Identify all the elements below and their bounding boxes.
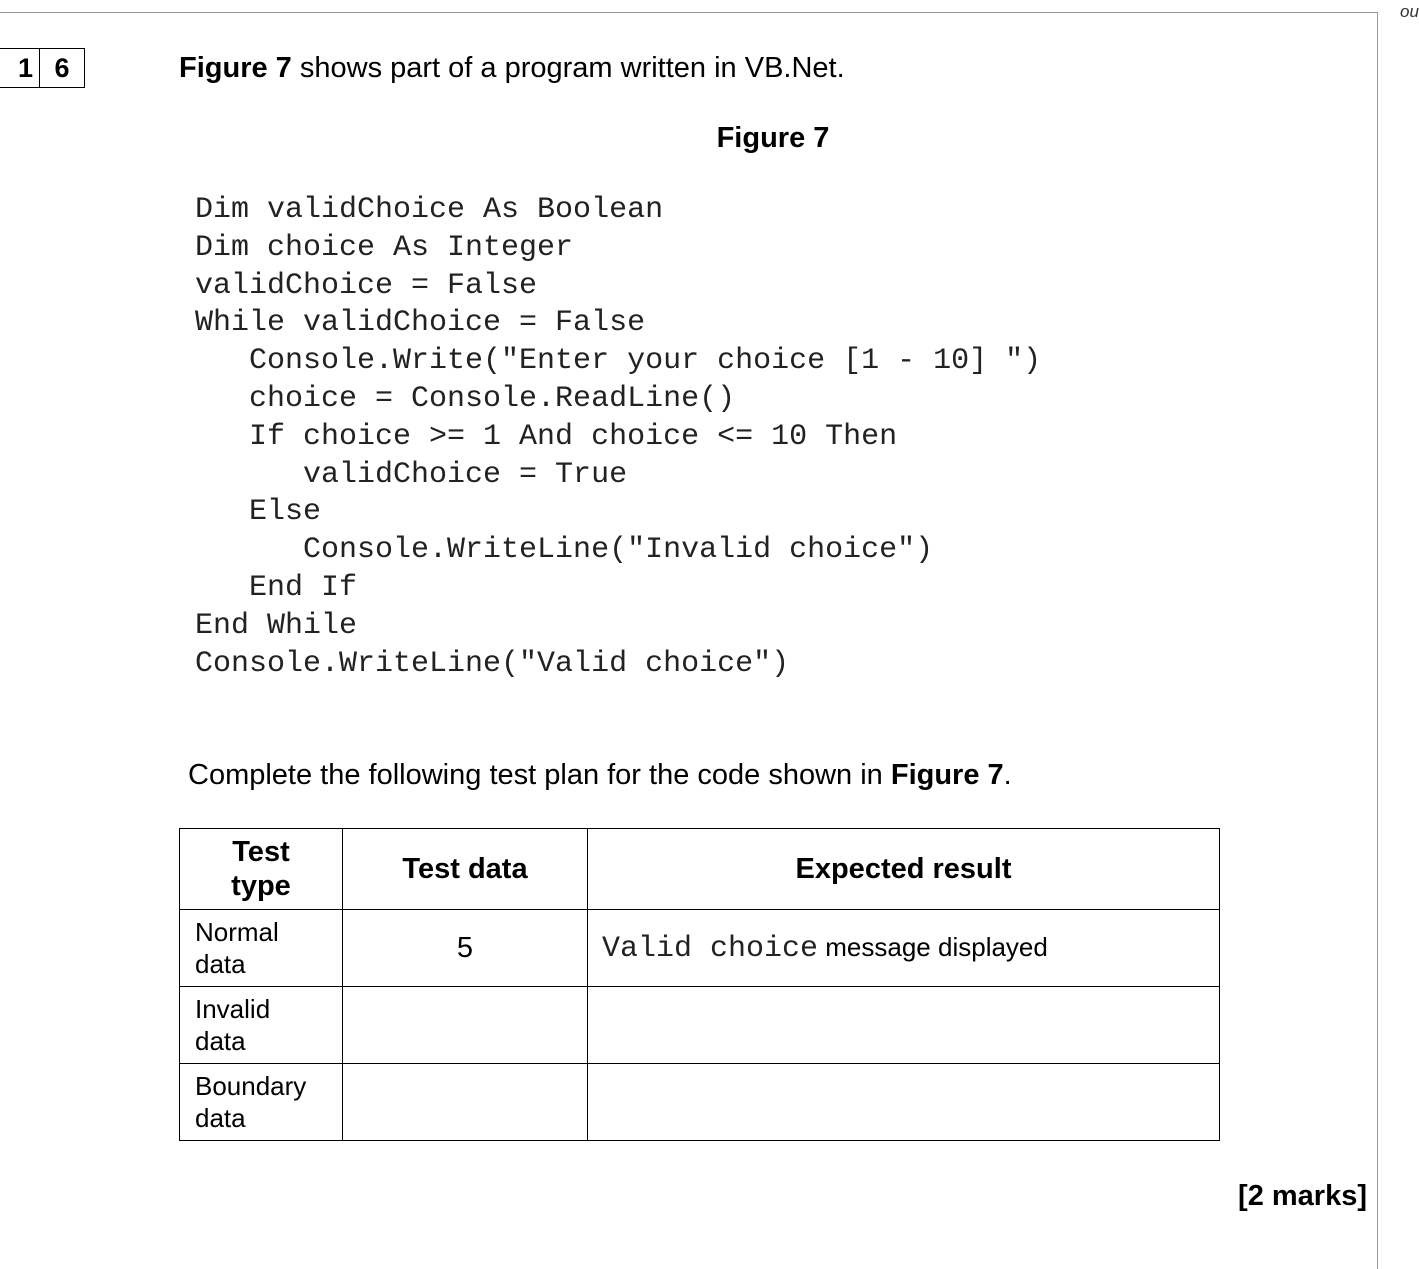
- question-number-box-2: 6: [39, 48, 85, 88]
- test-type-cell: [180, 1064, 343, 1141]
- figure-title: Figure 7: [716, 122, 830, 154]
- intro-text: shows part of a program written in VB.Net.: [291, 52, 845, 84]
- test-type-label: Invalid data: [195, 994, 271, 1056]
- header-test-type: [180, 829, 343, 910]
- margin-note: ou: [1400, 2, 1419, 21]
- test-type-label: Normal data: [195, 917, 279, 979]
- test-type-cell: [180, 910, 343, 987]
- expected-result-cell[interactable]: [588, 1064, 1220, 1141]
- question-intro: [179, 50, 845, 86]
- expected-result-cell[interactable]: [588, 987, 1220, 1064]
- expected-result-code: Valid choice: [602, 932, 819, 966]
- code-line: Console.WriteLine("Valid choice"): [195, 646, 790, 681]
- test-data-cell[interactable]: [343, 1064, 588, 1141]
- test-data-cell[interactable]: [343, 987, 588, 1064]
- expected-result-text: message displayed: [818, 932, 1048, 962]
- code-line: choice = Console.ReadLine(): [195, 381, 736, 416]
- instruction-text: Complete the following test plan for the code shown in: [188, 759, 891, 791]
- test-data-cell[interactable]: 5: [343, 910, 588, 987]
- code-line: End If: [195, 570, 358, 605]
- test-plan-instruction: [188, 757, 1012, 793]
- instruction-period: .: [1003, 759, 1012, 791]
- question-number: [0, 48, 85, 88]
- code-listing: [195, 192, 1041, 683]
- header-expected-result: Expected result: [588, 829, 1220, 910]
- code-line: If choice >= 1 And choice <= 10 Then: [195, 419, 898, 454]
- code-line: validChoice = True: [195, 457, 628, 492]
- header-test-data: Test data: [343, 829, 588, 910]
- table-header-row: [180, 829, 1220, 910]
- table-row: [180, 1064, 1220, 1141]
- header-test-type-label: Test type: [231, 836, 291, 902]
- test-type-cell: [180, 987, 343, 1064]
- table-row: [180, 910, 1220, 987]
- code-line: Dim choice As Integer: [195, 230, 574, 265]
- code-line: Console.Write("Enter your choice [1 - 10] "): [195, 344, 1042, 379]
- code-line: End While: [195, 608, 358, 643]
- table-row: [180, 987, 1220, 1064]
- code-line: While validChoice = False: [195, 306, 646, 341]
- test-type-label: Boundary data: [195, 1071, 307, 1133]
- code-line: Else: [195, 495, 322, 530]
- marks-label: [2 marks]: [1238, 1180, 1367, 1212]
- intro-figure-ref: Figure 7: [179, 52, 292, 84]
- code-line: validChoice = False: [195, 268, 538, 303]
- page-top-rule: [0, 12, 1378, 13]
- page-right-margin-rule: [1377, 12, 1378, 1269]
- test-plan-table: [179, 828, 1220, 1141]
- question-number-box-1: 1: [0, 48, 39, 88]
- code-line: Dim validChoice As Boolean: [195, 193, 664, 227]
- code-line: Console.WriteLine("Invalid choice"): [195, 533, 934, 568]
- instruction-figure-ref: Figure 7: [890, 759, 1004, 791]
- expected-result-cell[interactable]: [588, 910, 1220, 987]
